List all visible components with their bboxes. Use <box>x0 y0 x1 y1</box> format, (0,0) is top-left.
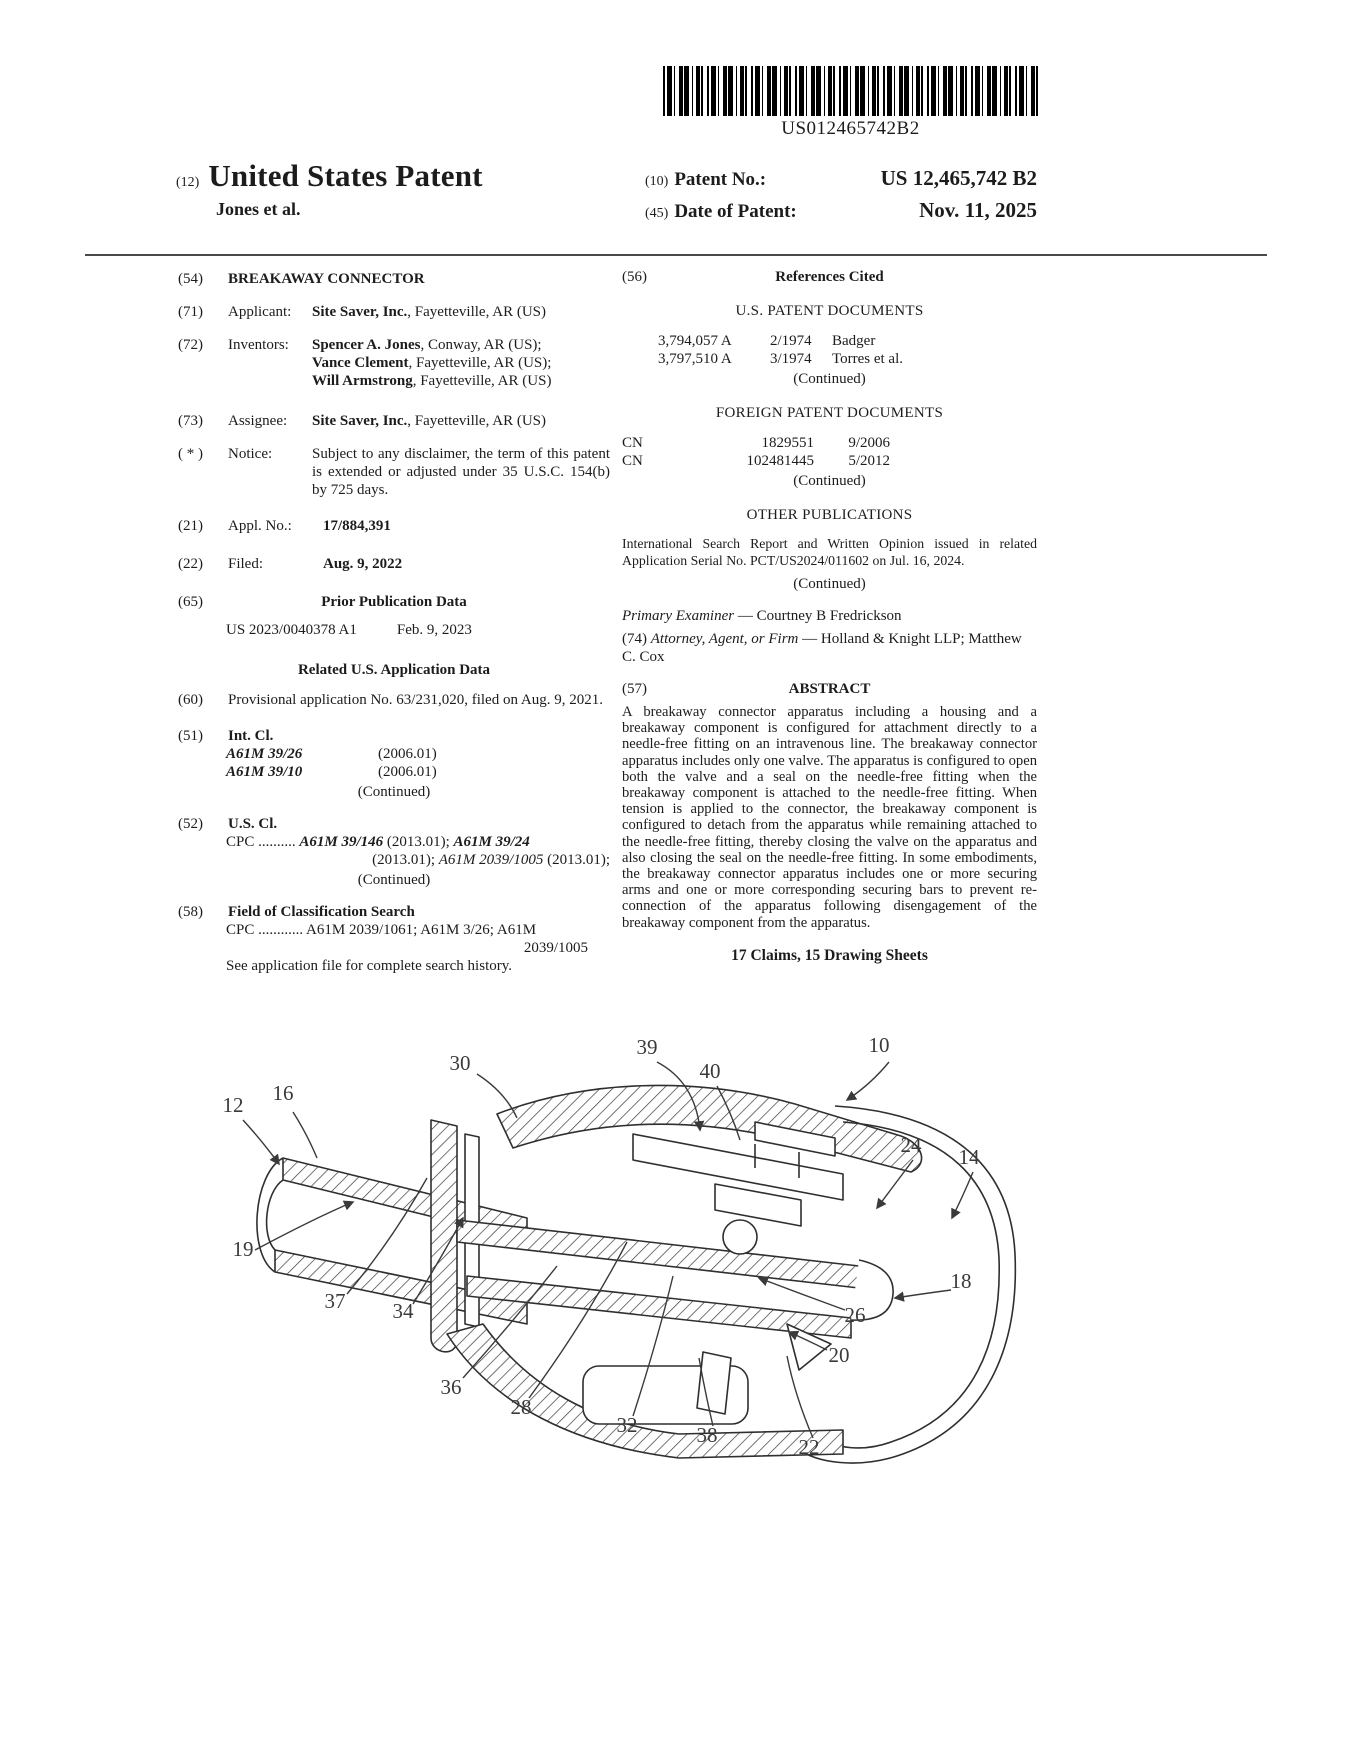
ref-numeral: 40 <box>699 1059 721 1083</box>
field-tag: (60) <box>178 692 203 708</box>
patent-no-tag: (10) <box>645 174 669 189</box>
pub-date: Feb. 9, 2023 <box>396 622 472 638</box>
int-cl-row <box>178 727 610 745</box>
int-cl-entry: A61M 39/10 (2006.01) <box>226 764 437 780</box>
patent-no-label: Patent No.: <box>674 169 767 190</box>
field-tag: (51) <box>178 728 203 744</box>
assignee-name: Site Saver, Inc. <box>312 413 408 429</box>
left-column <box>178 270 610 975</box>
continued-note: (Continued) <box>357 872 431 888</box>
field-tag: (52) <box>178 816 203 832</box>
notice-row <box>178 445 610 499</box>
foreign-docs-heading: FOREIGN PATENT DOCUMENTS <box>715 405 944 421</box>
pub-number: US 2023/0040378 A1 <box>226 622 357 638</box>
field-tag: (54) <box>178 271 203 287</box>
field-cpc-line-1: CPC ............ A61M 2039/1061; A61M 3/26; A61M <box>226 922 537 938</box>
abstract-text: A breakaway connector apparatus including a housing and a breakaway component is configured for attachment directly to a needle-free fitting on an intravenous line. The breakaway connector apparatus includes only one valve. The apparatus is configured to open both the valve and a seal on the needle-free fitting when the breakaway component is attached to the needle-free fitting. When tension is applied to the connector, the breakaway component is configured to detach from the apparatus while remaining attached to the needle-free fitting, thereby closing the valve on the apparatus and also closing the seal on the needle-free fitting. In some embodiments, the breakaway connector apparatus includes one or more securing arms and one or more corresponding securing bars to prevent re-connection of the apparatus following disengagement of the breakaway component from the apparatus. <box>622 704 1037 931</box>
provisional-row <box>178 691 610 709</box>
field-tag: (56) <box>622 269 647 285</box>
invention-title-row <box>178 270 610 288</box>
assignee-label: Assignee: <box>228 413 288 429</box>
us-cl-row <box>178 815 610 833</box>
field-tag: (58) <box>178 904 203 920</box>
header-left <box>176 158 483 220</box>
notice-text: Subject to any disclaimer, the term of this patent is extended or adjusted under 35 U.S.C. 154(b) by 725 days. <box>312 446 610 498</box>
continued-note: (Continued) <box>793 371 866 387</box>
inventors-row <box>178 336 610 390</box>
related-data-heading: Related U.S. Application Data <box>297 662 491 678</box>
int-cl-entry: A61M 39/26 (2006.01) <box>226 746 437 762</box>
cpc-line-1: CPC .......... A61M 39/146 (2013.01); A61M 39/24 <box>226 834 530 850</box>
field-tag: ( * ) <box>178 446 203 462</box>
inventor-line: Vance Clement, Fayetteville, AR (US); <box>312 355 552 371</box>
abstract-heading-row <box>622 680 1037 698</box>
ref-numeral: 36 <box>440 1375 462 1399</box>
continued-note: (Continued) <box>793 473 866 489</box>
field-tag: (21) <box>178 518 203 534</box>
ref-numeral: 18 <box>950 1269 972 1293</box>
field-tag: (72) <box>178 337 203 353</box>
ref-numeral: 39 <box>636 1035 658 1059</box>
applicant-row <box>178 303 610 321</box>
ref-numeral: 16 <box>272 1081 294 1105</box>
assignee-row <box>178 412 610 430</box>
barcode-number: US012465742B2 <box>781 118 920 139</box>
field-tag: (57) <box>622 681 647 697</box>
patent-no-value: US 12,465,742 B2 <box>880 166 1037 190</box>
filed-label: Filed: <box>228 556 264 572</box>
appl-no-row <box>178 517 610 535</box>
ref-numeral: 10 <box>868 1033 890 1057</box>
ref-numeral: 12 <box>222 1093 244 1117</box>
inventors-label: Inventors: <box>228 337 289 353</box>
field-cpc-line-2: 2039/1005 <box>523 940 588 956</box>
ref-numeral: 30 <box>449 1051 471 1075</box>
other-pubs-text: International Search Report and Written Opinion issued in related Application Serial No. PCT/US2024/011602 on Jul. 16, 2024. <box>622 536 1037 568</box>
header-right <box>645 166 1037 230</box>
claims-line: 17 Claims, 15 Drawing Sheets <box>731 946 928 964</box>
foreign-patent-row: CN 102481445 5/2012 <box>622 453 890 469</box>
ref-numeral: 20 <box>828 1343 850 1367</box>
inventor-line: Spencer A. Jones, Conway, AR (US); <box>312 337 542 353</box>
date-tag: (45) <box>645 206 669 221</box>
ref-numeral: 19 <box>232 1237 254 1261</box>
cpc-line-2: (2013.01); A61M 2039/1005 (2013.01); <box>372 852 610 868</box>
page-title: United States Patent <box>208 158 483 193</box>
ref-numeral: 14 <box>958 1145 980 1169</box>
ref-numeral: 22 <box>798 1435 820 1459</box>
notice-label: Notice: <box>228 446 273 462</box>
barcode <box>663 66 1038 116</box>
provisional-text: Provisional application No. 63/231,020, filed on Aug. 9, 2021. <box>228 692 603 708</box>
abstract-heading: ABSTRACT <box>788 681 871 697</box>
assignee-address: , Fayetteville, AR (US) <box>407 413 547 429</box>
appl-no-value: 17/884,391 <box>323 518 391 534</box>
us-patent-docs-heading: U.S. PATENT DOCUMENTS <box>735 303 924 319</box>
ref-numeral: 28 <box>510 1395 532 1419</box>
prior-pub-heading: Prior Publication Data <box>321 594 467 610</box>
foreign-patent-row: CN 1829551 9/2006 <box>622 435 890 451</box>
date-value: Nov. 11, 2025 <box>919 198 1037 222</box>
us-patent-row: 3,797,510 A 3/1974 Torres et al. <box>658 351 904 367</box>
references-heading-row <box>622 268 1037 286</box>
applicant-name: Site Saver, Inc. <box>312 304 408 320</box>
ref-numeral: 32 <box>616 1413 638 1437</box>
filed-row <box>178 555 610 573</box>
us-patent-row: 3,794,057 A 2/1974 Badger <box>658 333 876 349</box>
appl-no-label: Appl. No.: <box>228 518 292 534</box>
header-divider <box>85 254 1267 256</box>
continued-note: (Continued) <box>357 784 431 800</box>
field-search-heading: Field of Classification Search <box>228 904 415 920</box>
patent-figure <box>195 1022 1075 1492</box>
field-tag: (73) <box>178 413 203 429</box>
ref-numeral: 37 <box>324 1289 346 1313</box>
references-heading: References Cited <box>775 269 884 285</box>
other-pubs-heading: OTHER PUBLICATIONS <box>746 507 913 523</box>
ref-numeral: 34 <box>392 1299 414 1323</box>
date-label: Date of Patent: <box>674 201 797 222</box>
ref-numeral: 38 <box>696 1423 718 1447</box>
attorney-line: (74) Attorney, Agent, or Firm — Holland & Knight LLP; Matthew C. Cox <box>622 631 1022 665</box>
ref-numeral: 24 <box>900 1133 922 1157</box>
search-history-note: See application file for complete search history. <box>226 958 513 974</box>
continued-note: (Continued) <box>793 576 866 592</box>
filed-value: Aug. 9, 2022 <box>323 556 403 572</box>
right-column <box>622 268 1037 965</box>
int-cl-heading: Int. Cl. <box>228 728 274 744</box>
field-tag: (65) <box>178 594 203 610</box>
field-tag: (71) <box>178 304 203 320</box>
prior-pub-entry <box>226 621 610 639</box>
field-tag: (22) <box>178 556 203 572</box>
ref-numeral: 26 <box>844 1303 866 1327</box>
inventor-shortname: Jones et al. <box>216 199 301 219</box>
applicant-address: , Fayetteville, AR (US) <box>407 304 547 320</box>
kind-code-tag: (12) <box>176 175 200 190</box>
applicant-label: Applicant: <box>228 304 292 320</box>
invention-title: BREAKAWAY CONNECTOR <box>228 271 425 287</box>
us-cl-heading: U.S. Cl. <box>228 816 278 832</box>
field-search-row <box>178 903 610 921</box>
primary-examiner-line: Primary Examiner — Courtney B Fredrickson <box>622 608 902 624</box>
inventor-line: Will Armstrong, Fayetteville, AR (US) <box>312 373 552 389</box>
prior-pub-heading-row <box>178 593 610 611</box>
